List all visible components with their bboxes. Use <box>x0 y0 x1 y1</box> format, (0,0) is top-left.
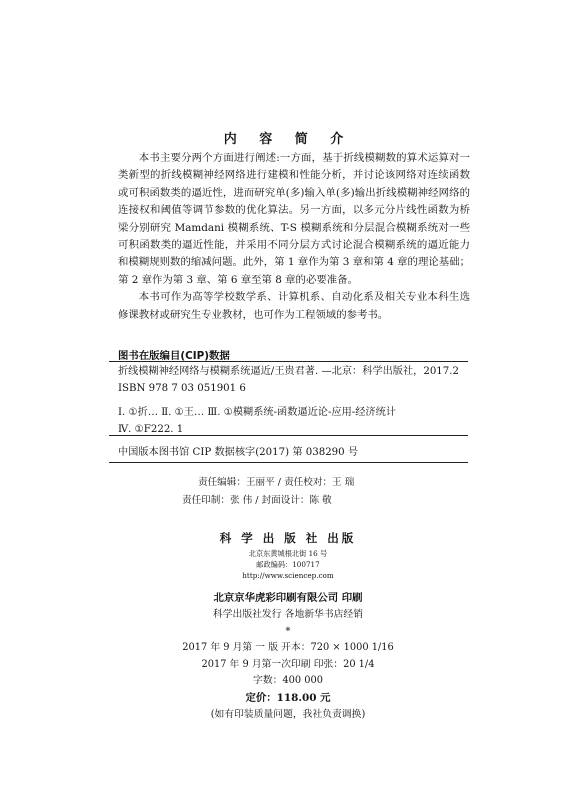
editor-credit-line-1: 责任编辑：王丽平 / 责任校对：王 瑞 <box>198 477 355 488</box>
intro-paragraph-1: 本书主要分两个方面进行阐述:一方面，基于折线模糊数的算术运算对一类新型的折线模糊神经网络进行建模和性能分析，并讨论该网络对连续函数或可积函数类的逼近性，进而研究单(多)输入单(多)输出折线模糊神经网络的连接权和阈值等调节参数的优化算法。另一方面，以多元分片线性函数为桥梁分别研究 Mamdani 模糊系统、T-S 模糊系统和分层混合模糊系统对一些可积函数类的逼近性能，并采用不同分层方式讨论混合模糊系统的逼近能力和模糊规则数的缩减问题。此外，第 1 章作为第 3 章和第 4 章的理论基础；第 2 章作为第 3 章、第 6 章至第 8 章的必要准备。 <box>118 152 470 286</box>
publication-info <box>0 528 576 724</box>
distribution-info: 科学出版社发行 各地新华书店经销 <box>212 609 364 620</box>
cip-line-class-number: Ⅳ. ①F222. 1 <box>118 424 184 436</box>
word-count: 字数：400 000 <box>253 675 323 687</box>
cip-line-title: 折线模糊神经网络与模糊系统逼近/王贵君著. —北京：科学出版社，2017.2 <box>118 366 459 377</box>
price: 定价：118.00 元 <box>245 691 331 704</box>
intro-text <box>118 150 470 324</box>
cip-line-classification: Ⅰ. ①折… Ⅱ. ①王… Ⅲ. ①模糊系统-函数逼近论-应用-经济统计 <box>118 406 396 418</box>
cip-line-isbn: ISBN 978 7 03 051901 6 <box>118 383 246 395</box>
separator-star: * <box>285 625 291 637</box>
publisher-postcode: 邮政编码：100717 <box>256 560 320 569</box>
editor-credits <box>0 474 576 510</box>
publisher-name: 科 学 出 版 社 出版 <box>219 531 357 545</box>
cip-bottom-rule <box>109 462 468 463</box>
editor-credit-line-2: 责任印制：张 伟 / 封面设计：陈 敬 <box>182 495 332 506</box>
intro-title: 内 容 简 介 <box>223 132 353 147</box>
printing-info: 2017 年 9 月第一次印刷 印张：20 1/4 <box>201 658 375 670</box>
cip-middle-rule <box>109 435 468 436</box>
publisher-website: http://www.sciencep.com <box>242 571 334 580</box>
quality-notice: (如有印装质量问题，我社负责调换) <box>210 708 366 720</box>
cip-data-number: 中国版本图书馆 CIP 数据核字(2017) 第 038290 号 <box>118 447 359 458</box>
intro-paragraph-2: 本书可作为高等学校数学系、计算机系、自动化系及相关专业本科生选修课教材或研究生专业教材，也可作为工程领域的参考书。 <box>118 291 470 321</box>
cip-top-rule <box>109 361 468 362</box>
printer-name: 北京京华虎彩印刷有限公司 印刷 <box>213 592 363 604</box>
edition-info: 2017 年 9 月第 一 版 开本：720 × 1000 1/16 <box>182 642 394 654</box>
cip-heading: 图书在版编目(CIP)数据 <box>118 350 230 362</box>
cip-record <box>118 363 470 439</box>
publisher-address: 北京东黄城根北街 16 号 <box>248 549 328 558</box>
